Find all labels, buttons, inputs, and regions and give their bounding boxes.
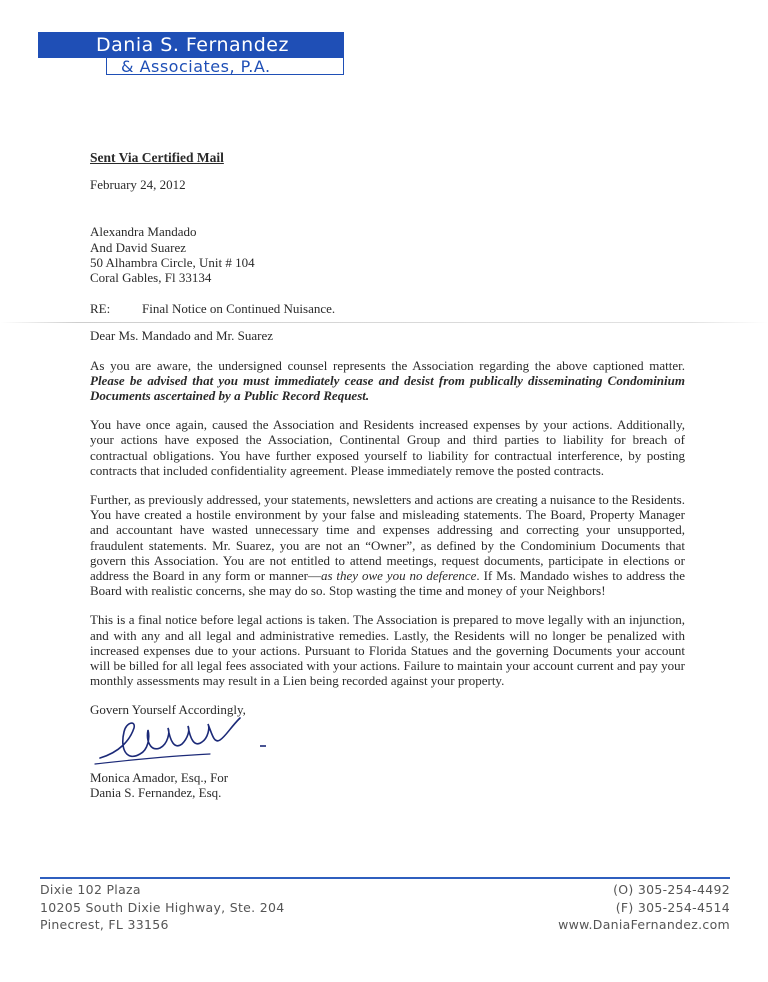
signature-area [90, 718, 685, 770]
recipient-address [90, 224, 685, 285]
salutation: Dear Ms. Mandado and Mr. Suarez [90, 328, 274, 344]
recipient-line: 50 Alhambra Circle, Unit # 104 [90, 254, 255, 270]
paragraph-3 [90, 492, 685, 598]
paragraph-1-intro: As you are aware, the undersigned counsel represents the Association regarding the above captioned matter. [90, 357, 685, 373]
signer-line-1: Monica Amador, Esq., For [90, 769, 229, 785]
recipient-line: And David Suarez [90, 239, 187, 255]
footer-address-line: Dixie 102 Plaza [40, 882, 141, 897]
recipient-line: Coral Gables, Fl 33134 [90, 270, 212, 286]
re-line [90, 301, 685, 316]
letterhead-logo-line1: Dania S. Fernandez [38, 32, 344, 58]
letter-body [90, 150, 685, 800]
footer-website[interactable]: www.DaniaFernandez.com [558, 917, 730, 932]
footer-phone: (O) 305-254-4492 [613, 882, 730, 897]
paragraph-1 [90, 358, 685, 404]
paragraph-3-main: Further, as previously addressed, your statements, newsletters and actions are creating a nuisance to the Residents. You have created a hostile environment by your false and misleading statements. The Board, Property Manager and accountant have wasted unnecessary time and expenses addressing and correcting your unsupported, fraudulent statements. Mr. Suarez, you are not an “Owner”, as defined by the Condominium Documents that govern this Association. You are not entitled to attend meetings, request documents, participate in elections or address the Board in any form or manner— [90, 492, 685, 584]
re-label: RE: [90, 301, 111, 317]
footer-divider [40, 877, 730, 879]
letter-date: February 24, 2012 [90, 177, 186, 193]
footer-address [40, 881, 284, 934]
re-subject: Final Notice on Continued Nuisance. [142, 301, 336, 317]
paragraph-4: This is a final notice before legal actions is taken. The Association is prepared to move legally with an injunction, and with any and all legal and administrative remedies. Lastly, the Residents will no longer be penalized with increased expenses due to your actions. Pursuant to Florida Statues and the governing Documents your account will be billed for all legal fees associated with your actions. Failure to maintain your account current and pay your monthly assessments may result in a Lien being recorded against your property. [90, 612, 685, 689]
recipient-line: Alexandra Mandado [90, 224, 197, 240]
letterhead-logo-line2: & Associates, P.A. [106, 58, 344, 75]
paragraph-1-emphasis: Please be advised that you must immediately cease and desist from publically disseminating Condominium Documents ascertained by a Public Record Request. [90, 372, 685, 404]
footer-address-line: 10205 South Dixie Highway, Ste. 204 [40, 899, 285, 915]
footer-fax: (F) 305-254-4514 [615, 899, 730, 915]
signer-line-2: Dania S. Fernandez, Esq. [90, 784, 222, 800]
footer-contact [558, 881, 730, 934]
paragraph-2: You have once again, caused the Association and Residents increased expenses by your actions. Additionally, your actions have exposed the Association, Continental Group and third parties to liability for breach of contractual obligations. You have further exposed yourself to liability for contractual interference, by posting contracts that included confidentiality agreement. Please immediately remove the posted contracts. [90, 417, 685, 478]
closing: Govern Yourself Accordingly, [90, 702, 246, 718]
paragraph-3-end: . If Ms. Mandado wishes to address the Board with realistic concerns, she may do so. Stop wasting the time and money of your Neighbors! [90, 568, 685, 599]
sent-via-heading: Sent Via Certified Mail [90, 150, 224, 165]
paragraph-3-italic: as they owe you no deference [320, 568, 477, 584]
footer-address-line: Pinecrest, FL 33156 [40, 917, 169, 932]
